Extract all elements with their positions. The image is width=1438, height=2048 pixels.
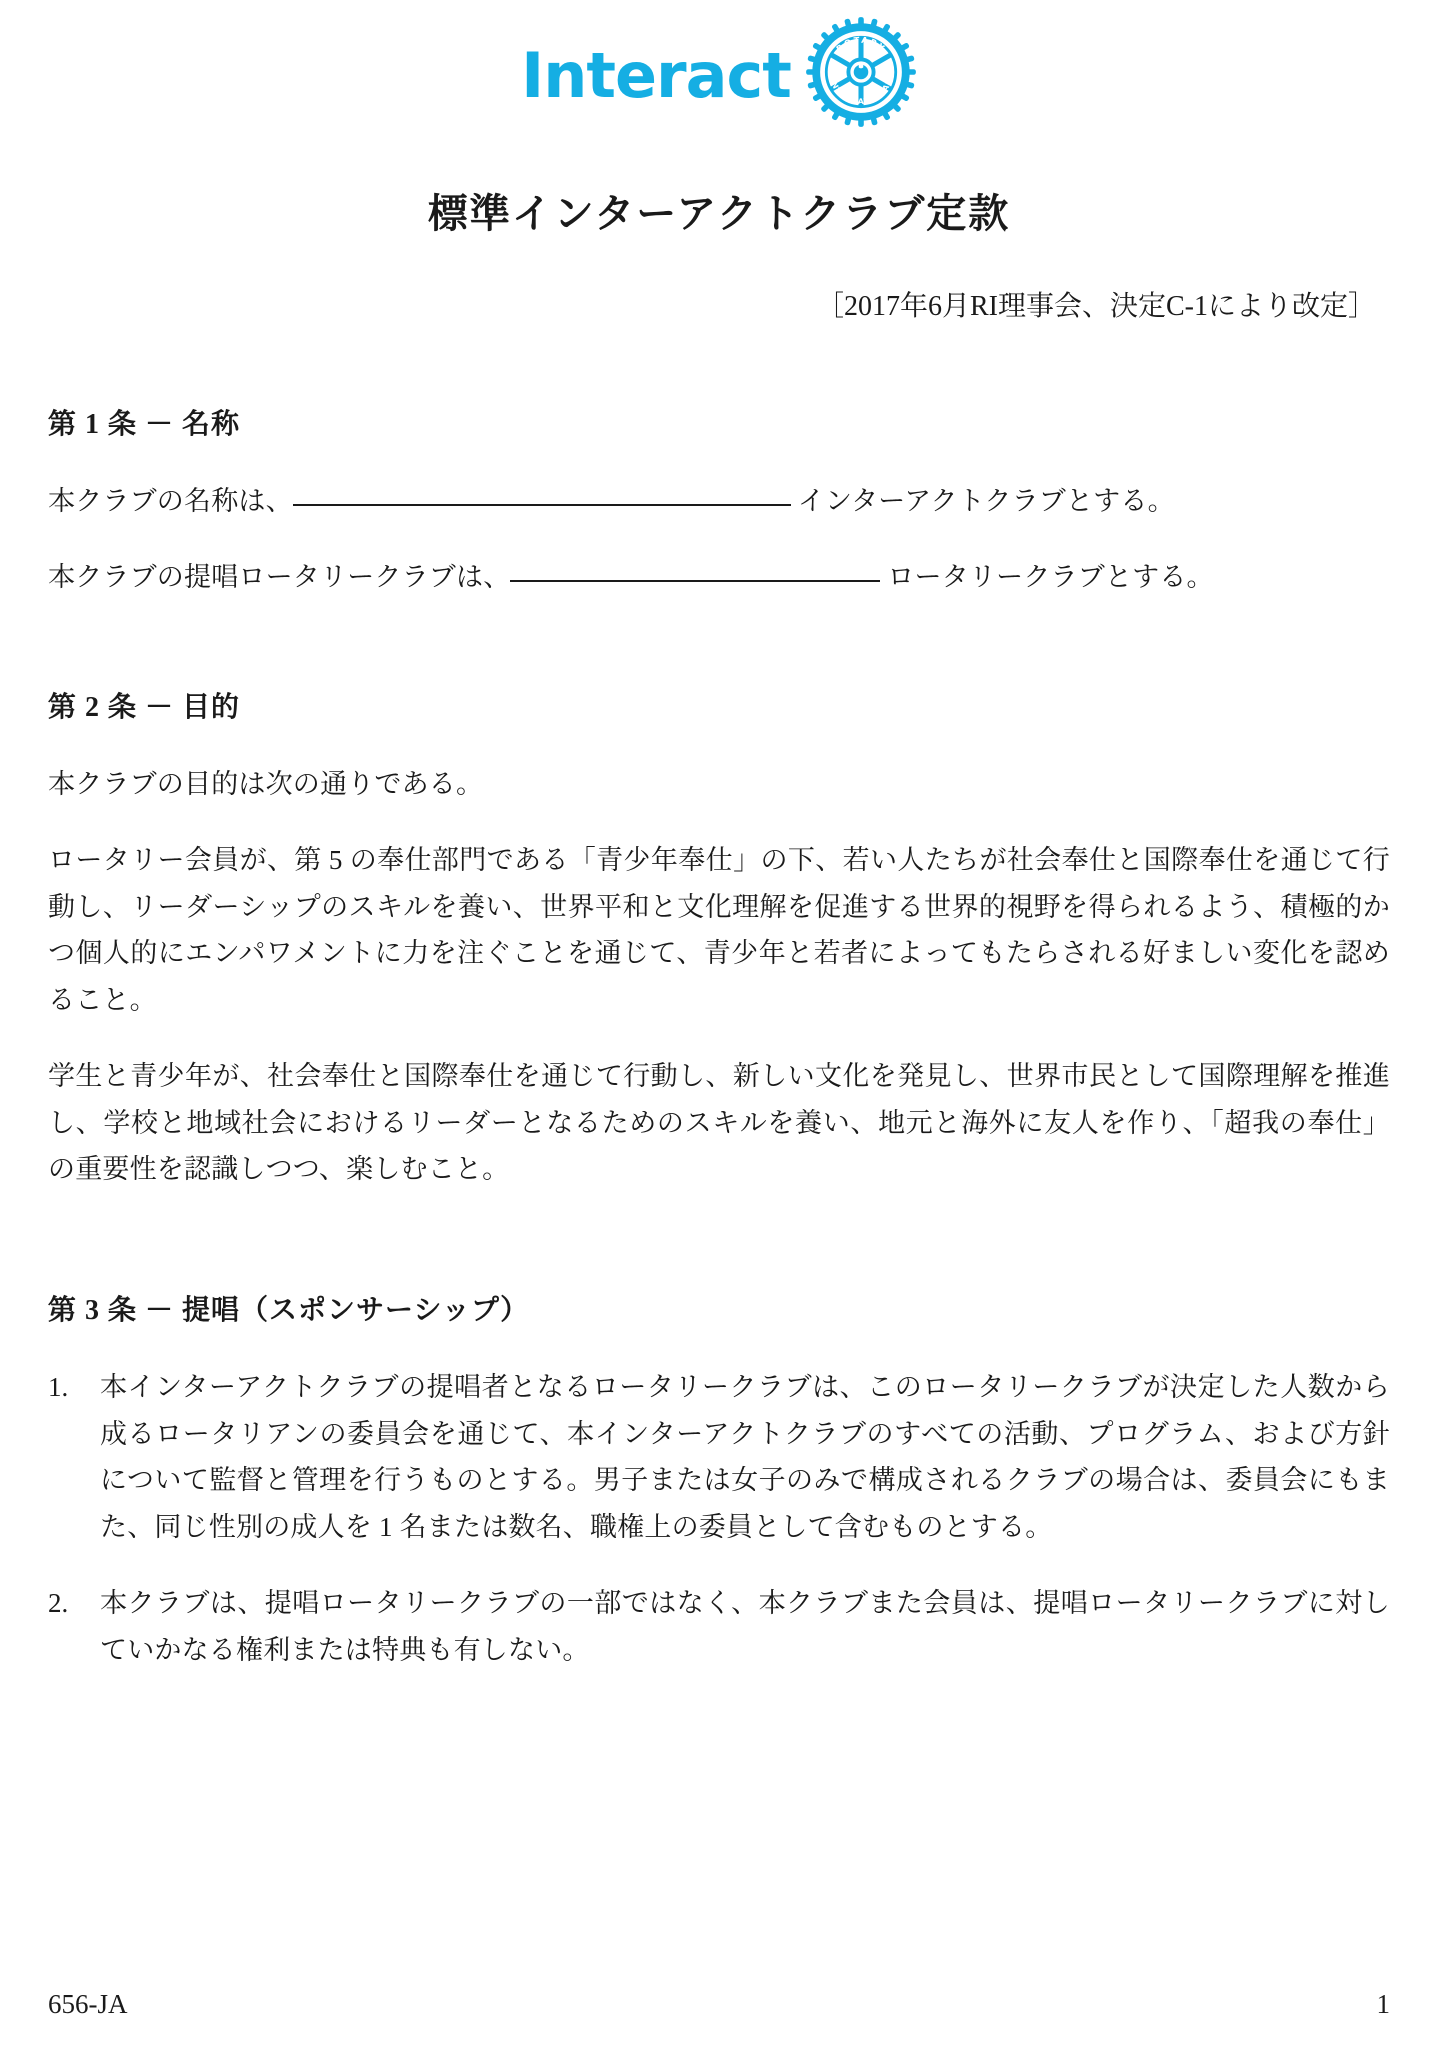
article-1-heading: 第 1 条 － 名称 [48,409,241,440]
article-1-line-1-before: 本クラブの名称は、 [48,486,293,516]
rotary-international-wheel-icon [805,16,917,128]
article-1-line-1 [48,478,1390,524]
article-2-paragraph-1: 本クラブの目的は次の通りである。 [48,768,484,799]
list-item-marker: 1. [48,1372,69,1403]
article-1-line-1-after: インターアクトクラブとする。 [790,486,1175,516]
article-3-list [48,1364,1390,1673]
revision-note: ［2017年6月RI理事会、決定C-1により改定］ [815,291,1376,322]
document-body [0,402,1438,1673]
emblem-bottom-text: INTERNATIONAL [827,77,894,106]
article-2-paragraph-2: ロータリー会員が、第 5 の奉仕部門である「青少年奉仕」の下、若い人たちが社会奉仕と国際奉仕を通じて行動し、リーダーシップのスキルを養い、世界平和と文化理解を促進する世界的視野を得られるよう、積極的かつ個人的にエンパワメントに力を注ぐことを通じて、青少年と若者によってもたらされる好ましい変化を認めること。 [48,845,1390,1015]
document-code: 656-JA [48,1989,128,2019]
article-2-paragraph-3: 学生と青少年が、社会奉仕と国際奉仕を通じて行動し、新しい文化を発見し、世界市民として国際理解を推進し、学校と地域社会におけるリーダーとなるためのスキルを養い、地元と海外に友人を作り、「超我の奉仕」の重要性を認識しつつ、楽しむこと。 [48,1061,1390,1184]
page-title: 標準インターアクトクラブ定款 [427,191,1011,236]
club-name-blank[interactable] [293,504,791,506]
list-item-text: 本クラブは、提唱ロータリークラブの一部ではなく、本クラブまた会員は、提唱ロータリークラブに対していかなる権利または特典も有しない。 [100,1588,1390,1665]
list-item [48,1580,1390,1673]
article-3-heading: 第 3 条 － 提唱（スポンサーシップ） [48,1295,530,1327]
article-1-line-2-before: 本クラブの提唱ロータリークラブは、 [48,562,511,593]
list-item-text: 本インターアクトクラブの提唱者となるロータリークラブは、このロータリークラブが決定した人数から成るロータリアンの委員会を通じて、本インターアクトクラブのすべての活動、プログラム、および方針について監督と管理を行うものとする。男子または女子のみで構成されるクラブの場合は、委員会にもまた、同じ性別の成人を 1 名または数名、職権上の委員として含むものとする。 [100,1372,1390,1542]
article-1-line-2-after: ロータリークラブとする。 [880,562,1214,593]
interact-wordmark: Interact [521,39,791,112]
page-footer [48,1989,1390,2020]
list-item [48,1364,1390,1550]
article-2-heading: 第 2 条 － 目的 [48,691,241,723]
sponsor-club-blank[interactable] [510,580,880,582]
emblem-top-text: ROTARY [833,34,888,54]
article-1-line-2 [48,554,1390,600]
page-number: 1 [1376,1989,1390,2019]
list-item-marker: 2. [48,1588,69,1619]
logo-header [0,0,1438,128]
